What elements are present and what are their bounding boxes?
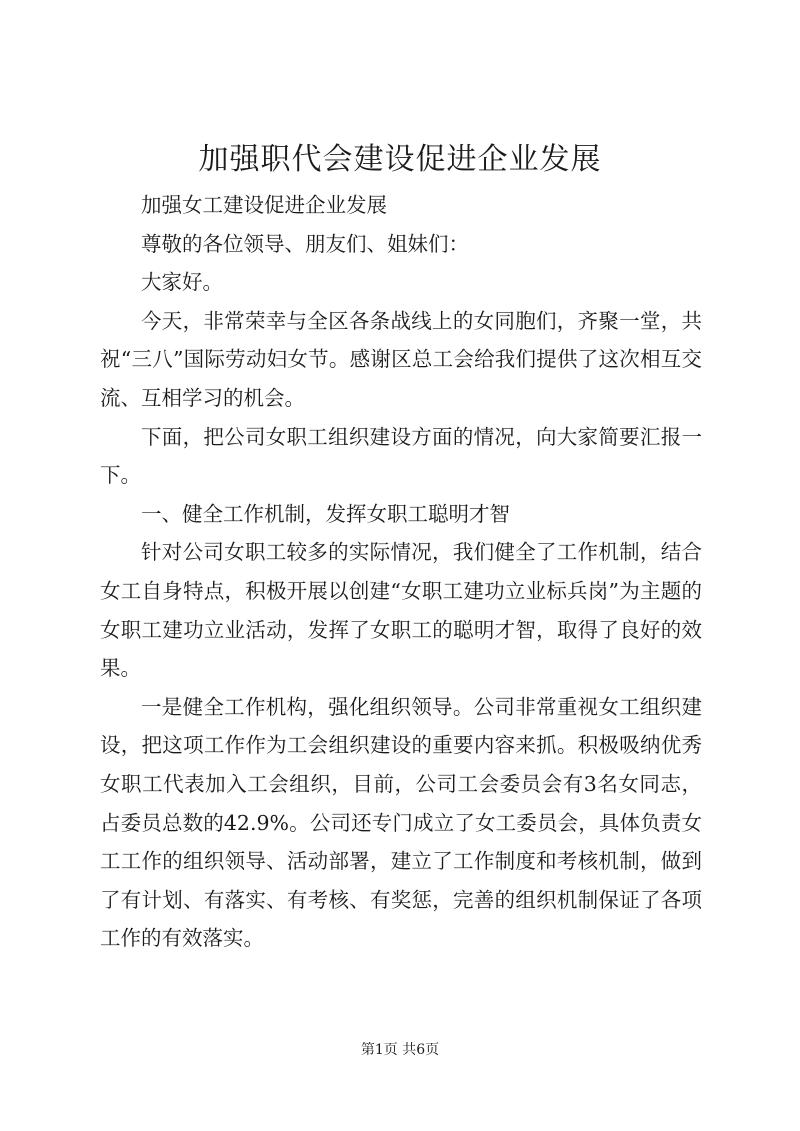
document-body [100,186,702,958]
paragraph-greeting: 大家好。 [141,270,223,295]
page-footer: 第1页 共6页 [360,1042,440,1058]
section-heading-1: 一、健全工作机制，发挥女职工聪明才智 [141,501,510,526]
paragraph-section-1-point-1: 一是健全工作机构，强化组织领导。公司非常重视女工组织建设，把这项工作作为工会组织建设的重要内容来抓。积极吸纳优秀女职工代表加入工会组织，目前，公司工会委员会有3名女同志，占委员总数的42.9%。公司还专门成立了女工委员会，具体负责女工工作的组织领导、活动部署，建立了工作制度和考核机制，做到了有计划、有落实、有考核、有奖惩，完善的组织机制保证了各项工作的有效落实。 [100,694,702,951]
paragraph-salutation: 尊敬的各位领导、朋友们、姐妹们： [141,231,469,256]
paragraph-subtitle: 加强女工建设促进企业发展 [141,193,387,217]
document-title: 加强职代会建设促进企业发展 [198,142,602,177]
paragraph-intro: 下面，把公司女职工组织建设方面的情况，向大家简要汇报一下。 [100,424,702,488]
paragraph-opening: 今天，非常荣幸与全区各条战线上的女同胞们，齐聚一堂，共祝“三八”国际劳动妇女节。感谢区总工会给我们提供了这次相互交流、互相学习的机会。 [100,308,702,410]
paragraph-section-1: 针对公司女职工较多的实际情况，我们健全了工作机制，结合女工自身特点，积极开展以创建“女职工建功立业标兵岗”为主题的女职工建功立业活动，发挥了女职工的聪明才智，取得了良好的效果。 [100,540,702,681]
